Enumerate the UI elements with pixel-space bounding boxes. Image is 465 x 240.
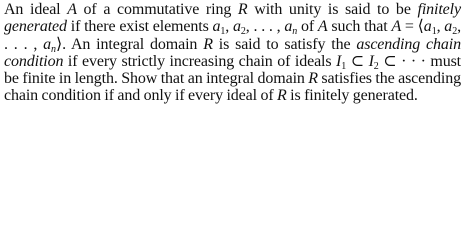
math-symbol-R: R [237,1,248,18]
term-finitely-generated: finitely generated [4,1,461,36]
subscript: n [292,26,298,38]
math-symbol-a: a [284,18,293,36]
math-symbol-R: R [308,70,318,88]
math-punct: , . . . , [245,18,285,36]
math-symbol-a: a [233,18,241,36]
text-segment: ⊂ · · · must be finite in length. Show that an integral domain [4,52,462,88]
math-symbol-A: A [67,1,77,18]
text-segment: of [297,18,318,36]
exercise-paragraph [4,1,461,105]
subscript: 1 [341,60,347,72]
subscript: n [51,43,56,55]
text-segment: . An integral domain [62,35,204,53]
math-punct: ⟩ [55,35,63,53]
math-symbol-a: a [444,18,453,36]
math-punct: ⊂ [346,52,369,70]
math-symbol-A: A [391,18,402,36]
text-segment: of a commutative ring [76,1,238,18]
subscript: 1 [431,26,437,38]
math-symbol-a: a [43,35,52,53]
math-punct: = ⟨ [401,18,424,36]
subscript: 2 [452,26,458,38]
text-segment: is said to satisfy the [212,35,357,53]
math-symbol-I: I [368,52,374,70]
math-symbol-a: a [212,18,221,36]
text-segment: satisfies the ascending chain condition if and only if every ideal of [4,70,461,105]
text-segment: if every strictly increasing chain of ideals [63,52,337,70]
subscript: 1 [220,26,226,38]
text-segment: if there exist elements [66,18,213,36]
math-symbol-R: R [203,35,213,53]
math-punct: , . . . , [4,18,461,53]
term-ascending-chain-condition: ascending chain condition [4,35,461,70]
text-segment: An ideal [4,1,68,18]
math-punct: , [225,18,234,36]
math-symbol-I: I [336,52,342,70]
text-segment: such that [327,18,392,36]
text-segment: with unity is said to be [247,1,418,18]
math-symbol-A: A [317,18,328,36]
math-symbol-a: a [423,18,432,36]
math-punct: , [436,18,445,36]
math-symbol-R: R [277,87,287,105]
subscript: 2 [373,60,379,72]
text-segment: is finitely generated. [286,87,418,105]
subscript: 2 [240,26,246,38]
